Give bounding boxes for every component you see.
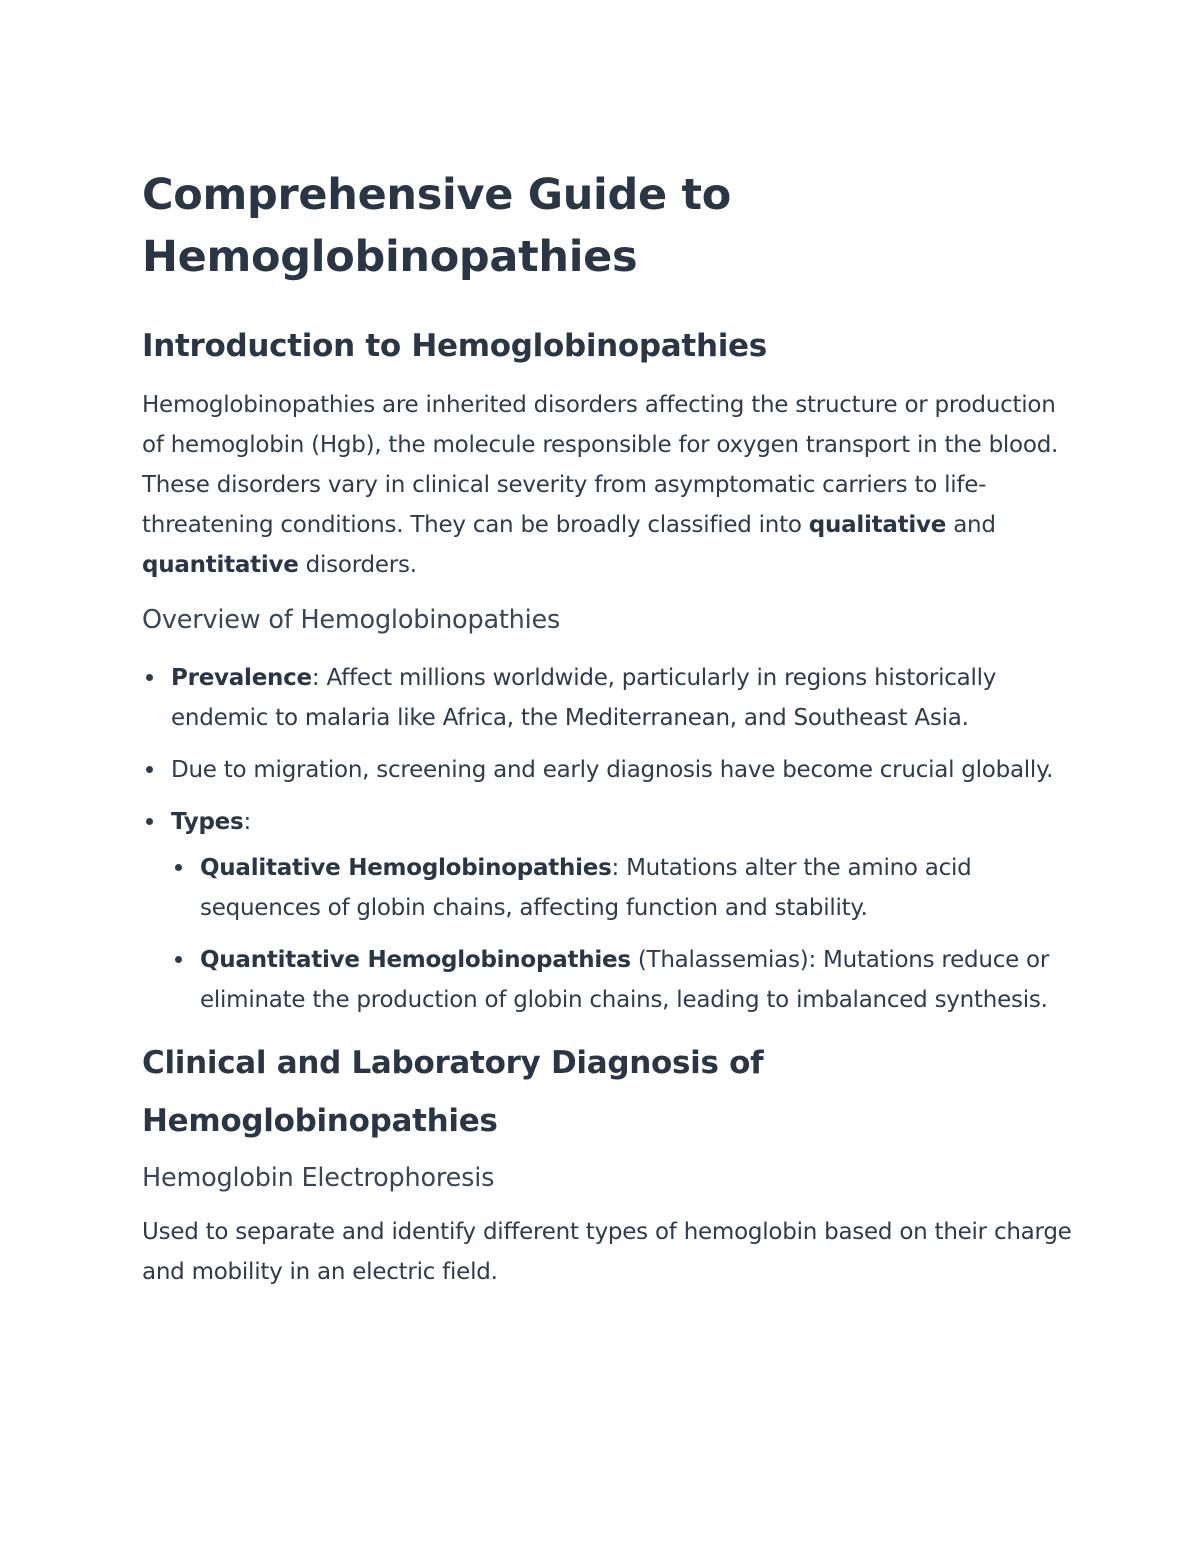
subheading-overview: Overview of Hemoglobinopathies: [142, 605, 561, 635]
types-colon: :: [243, 809, 251, 835]
overview-list: [142, 658, 1072, 1020]
quantitative-label: Quantitative Hemoglobinopathies: [200, 947, 631, 973]
qualitative-label: Qualitative Hemoglobinopathies: [200, 855, 612, 881]
quantitative-text: (Thalassemias): Mutations reduce or eliminate the production of globin chains, leading to imbalanced synthesis.: [200, 947, 1050, 1013]
types-label: Types: [171, 809, 244, 835]
intro-paragraph: [142, 385, 1072, 585]
subheading-electrophoresis: Hemoglobin Electrophoresis: [142, 1163, 495, 1193]
list-item-migration: [142, 750, 1072, 790]
migration-text: Due to migration, screening and early diagnosis have become crucial globally.: [171, 757, 1054, 783]
list-item-quantitative: [171, 940, 1072, 1020]
intro-text-2: and: [946, 512, 996, 538]
electrophoresis-paragraph: Used to separate and identify different types of hemoglobin based on their charge and mobility in an electric field.: [142, 1219, 1072, 1285]
list-item-types: [142, 802, 1072, 1020]
section-heading-introduction: Introduction to Hemoglobinopathies: [142, 328, 767, 364]
intro-bold-qualitative: qualitative: [808, 512, 947, 538]
intro-bold-quantitative: quantitative: [142, 552, 299, 578]
document-page: [142, 164, 1072, 1292]
qualitative-text: : Mutations alter the amino acid sequences of globin chains, affecting function and stability.: [200, 855, 972, 921]
section-heading-diagnosis: Clinical and Laboratory Diagnosis of Hemoglobinopathies: [142, 1045, 764, 1139]
list-item-prevalence: [142, 658, 1072, 738]
intro-text-3: disorders.: [298, 552, 417, 578]
types-list: [171, 848, 1072, 1020]
prevalence-text: : Affect millions worldwide, particularly in regions historically endemic to malaria like Africa, the Mediterranean, and Southeast Asia.: [171, 665, 997, 731]
list-item-qualitative: [171, 848, 1072, 928]
document-title: Comprehensive Guide to Hemoglobinopathies: [142, 170, 731, 282]
intro-text-1: Hemoglobinopathies are inherited disorders affecting the structure or production of hemoglobin (Hgb), the molecule responsible for oxygen transport in the blood. These disorders vary in clinical severity from asymptomatic carriers to life-threatening conditions. They can be broadly classified into: [142, 392, 1059, 538]
prevalence-label: Prevalence: [171, 665, 312, 691]
